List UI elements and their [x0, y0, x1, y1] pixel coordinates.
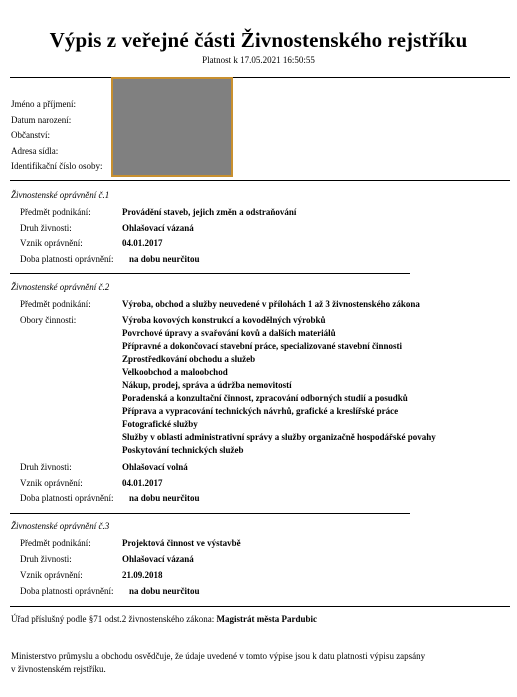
license-1-validity-label: Doba platnosti oprávnění: [20, 254, 114, 264]
license-3-heading: Živnostenské oprávnění č.3 [11, 521, 110, 531]
license-2-start-label: Vznik oprávnění: [20, 478, 83, 488]
license-2-subject-label: Předmět podnikání: [20, 299, 91, 309]
license-2-field-item: Fotografické služby [122, 419, 198, 429]
license-2-field-item: Povrchové úpravy a svařování kovů a dalších materiálů [122, 328, 336, 338]
license-1-type-value: Ohlašovací vázaná [122, 223, 194, 233]
license-1-start-label: Vznik oprávnění: [20, 238, 83, 248]
license-3-validity-value: na dobu neurčitou [129, 586, 200, 596]
license-1-heading: Živnostenské oprávnění č.1 [11, 190, 110, 200]
office-label: Úřad příslušný podle §71 odst.2 živnostenského zákona: [11, 614, 215, 624]
license-3-subject-value: Projektová činnost ve výstavbě [122, 538, 241, 548]
license-3-validity-label: Doba platnosti oprávnění: [20, 586, 114, 596]
license-2-validity-label: Doba platnosti oprávnění: [20, 493, 114, 503]
license-2-field-item: Zprostředkování obchodu a služeb [122, 354, 256, 364]
license-3-start-value: 21.09.2018 [122, 570, 163, 580]
license-2-field-item: Výroba kovových konstrukcí a kovodělných výrobků [122, 315, 326, 325]
license-1-subject-value: Provádění staveb, jejich změn a odstraňování [122, 207, 297, 217]
license-1-divider [10, 273, 410, 274]
license-2-subject-value: Výroba, obchod a služby neuvedené v přílohách 1 až 3 živnostenského zákona [122, 299, 420, 309]
license-1-validity-value: na dobu neurčitou [129, 254, 200, 264]
validity-timestamp: Platnost k 17.05.2021 16:50:55 [202, 55, 315, 65]
license-3-subject-label: Předmět podnikání: [20, 538, 91, 548]
license-2-field-item: Velkoobchod a maloobchod [122, 367, 228, 377]
license-3-divider [10, 606, 510, 607]
label-id-number: Identifikační číslo osoby: [11, 161, 103, 171]
license-2-field-item: Příprava a vypracování technických návrhů, grafické a kreslířské práce [122, 406, 399, 416]
redacted-personal-data [111, 77, 233, 177]
license-3-start-label: Vznik oprávnění: [20, 570, 83, 580]
license-3-type-value: Ohlašovací vázaná [122, 554, 194, 564]
label-address: Adresa sídla: [11, 146, 59, 156]
label-citizenship: Občanství: [11, 130, 50, 140]
license-2-validity-value: na dobu neurčitou [129, 493, 200, 503]
license-2-field-item: Přípravné a dokončovací stavební práce, specializované stavební činnosti [122, 341, 402, 351]
license-2-heading: Živnostenské oprávnění č.2 [11, 282, 110, 292]
office-value: Magistrát města Pardubic [216, 614, 317, 624]
certification-line-1: Ministerstvo průmyslu a obchodu osvědčuje, že údaje uvedené v tomto výpise jsou k datu platnosti výpisu zapsány [11, 651, 426, 661]
license-2-field-item: Nákup, prodej, správa a údržba nemovitostí [122, 380, 292, 390]
license-1-subject-label: Předmět podnikání: [20, 207, 91, 217]
license-1-type-label: Druh živnosti: [20, 223, 72, 233]
license-3-type-label: Druh živnosti: [20, 554, 72, 564]
license-2-type-label: Druh živnosti: [20, 462, 72, 472]
license-2-divider [10, 513, 410, 514]
person-divider [10, 180, 510, 181]
license-2-start-value: 04.01.2017 [122, 478, 163, 488]
certification-line-2: v živnostenském rejstříku. [11, 664, 106, 674]
office-line [11, 614, 317, 624]
license-2-type-value: Ohlašovací volná [122, 462, 188, 472]
license-2-field-item: Poskytování technických služeb [122, 445, 244, 455]
label-name: Jméno a příjmení: [11, 99, 76, 109]
license-1-start-value: 04.01.2017 [122, 238, 163, 248]
license-2-field-item: Poradenská a konzultační činnost, zpracování odborných studií a posudků [122, 393, 408, 403]
label-birthdate: Datum narození: [11, 115, 72, 125]
license-2-fields-label: Obory činnosti: [20, 315, 77, 325]
top-divider [10, 77, 510, 78]
license-2-field-item: Služby v oblasti administrativní správy a služby organizačně hospodářské povahy [122, 432, 436, 442]
page-title: Výpis z veřejné části Živnostenského rejstříku [49, 28, 468, 52]
